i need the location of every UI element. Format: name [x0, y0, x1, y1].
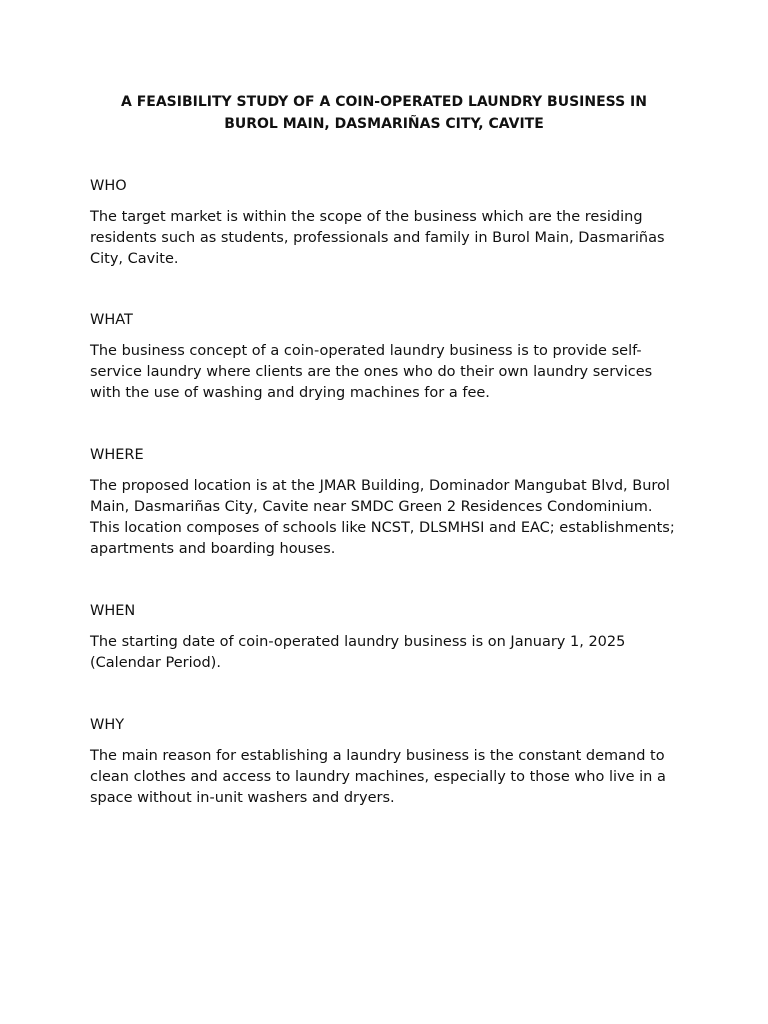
section-paragraph-when: The starting date of coin-operated laundry business is on January 1, 2025 (Calendar Period). — [90, 634, 626, 671]
document-title-line-2: BUROL MAIN, DASMARIÑAS CITY, CAVITE — [224, 116, 544, 132]
section-paragraph-why: The main reason for establishing a laundry business is the constant demand to clean clothes and access to laundry machines, especially to those who live in a space without in-unit washers and dryers. — [90, 748, 666, 806]
section-paragraph-who: The target market is within the scope of the business which are the residing residents such as students, professionals and family in Burol Main, Dasmariñas City, Cavite. — [90, 209, 665, 267]
section-what — [90, 310, 682, 401]
section-who — [90, 176, 682, 267]
section-heading-what: WHAT — [90, 312, 133, 328]
section-heading-who: WHO — [90, 178, 127, 194]
document-title — [90, 91, 678, 135]
section-when — [90, 601, 682, 671]
section-why — [90, 715, 682, 806]
section-where — [90, 445, 682, 557]
section-paragraph-what: The business concept of a coin-operated laundry business is to provide self-service laundry where clients are the ones who do their own laundry services with the use of washing and drying machines for a fee. — [90, 343, 653, 401]
section-heading-when: WHEN — [90, 603, 136, 619]
section-heading-where: WHERE — [90, 447, 144, 463]
document-title-line-1: A FEASIBILITY STUDY OF A COIN-OPERATED LAUNDRY BUSINESS IN — [121, 94, 647, 110]
section-heading-why: WHY — [90, 717, 125, 733]
section-paragraph-where: The proposed location is at the JMAR Building, Dominador Mangubat Blvd, Burol Main, Dasmariñas City, Cavite near SMDC Green 2 Residences Condominium. This location composes of schools like NCST, DLSMHSI and EAC; establishments; apartments and boarding houses. — [90, 478, 675, 557]
